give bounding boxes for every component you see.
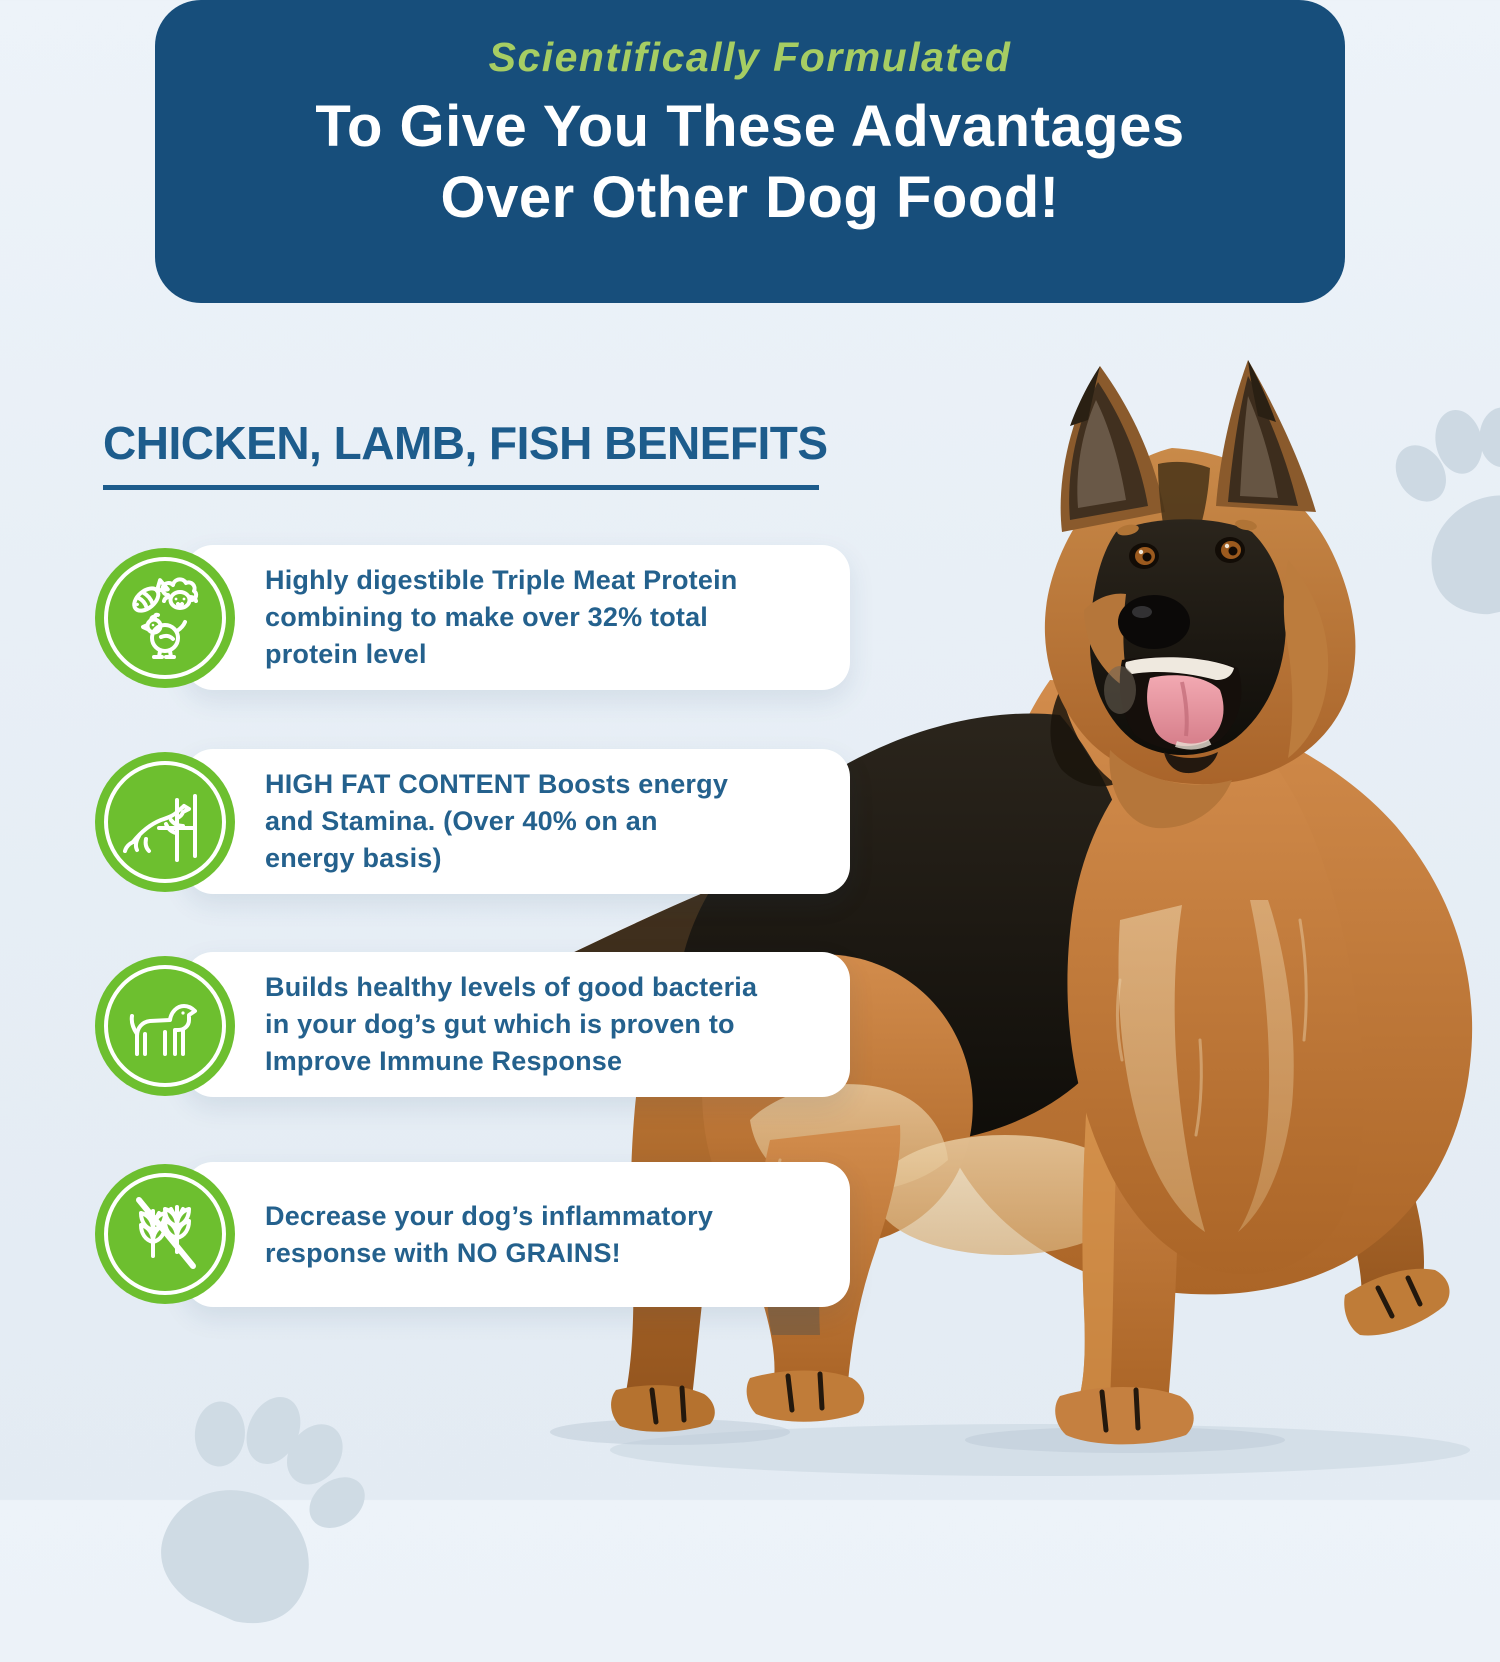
- benefit-text-line: energy basis): [265, 843, 442, 873]
- benefit-icon-circle: [95, 548, 235, 688]
- no-grains-icon: [95, 1164, 235, 1304]
- dog-jumping-hurdle-icon: [95, 752, 235, 892]
- triple-meat-protein-icon: [95, 548, 235, 688]
- benefit-icon-circle: [95, 1164, 235, 1304]
- benefit-card-fat-content: [185, 749, 850, 894]
- benefit-icon-circle: [95, 752, 235, 892]
- banner-title-line-1: To Give You These Advantages: [315, 94, 1185, 159]
- benefit-card-protein: [185, 545, 850, 690]
- header-banner: [155, 0, 1345, 303]
- heading-underline: [103, 485, 819, 490]
- benefit-card-no-grains: [185, 1162, 850, 1307]
- benefit-text-line: response with NO GRAINS!: [265, 1237, 621, 1268]
- benefit-card-gut-health: [185, 952, 850, 1097]
- benefit-text-line: Decrease your dog’s inflammatory: [265, 1200, 714, 1231]
- benefit-text-line: HIGH FAT CONTENT Boosts energy: [265, 769, 729, 799]
- banner-title-line-2: Over Other Dog Food!: [440, 165, 1060, 230]
- benefit-text-line: protein level: [265, 639, 427, 669]
- benefit-text-line: and Stamina. (Over 40% on an: [265, 806, 658, 836]
- benefit-icon-circle: [95, 956, 235, 1096]
- banner-title: [155, 91, 1345, 233]
- hero-dog-image: [420, 360, 1500, 1500]
- german-shepherd-illustration: [420, 360, 1500, 1500]
- benefit-text-line: combining to make over 32% total: [265, 602, 709, 632]
- section-heading: [103, 416, 828, 490]
- paw-print-watermark-bottom-left: [98, 1332, 428, 1662]
- tagline: Scientifically Formulated: [488, 34, 1012, 80]
- benefit-text-line: Highly digestible Triple Meat Protein: [265, 565, 738, 595]
- paw-icon: [98, 1332, 428, 1662]
- section-heading-text: CHICKEN, LAMB, FISH BENEFITS: [103, 417, 828, 469]
- benefit-text-line: Improve Immune Response: [265, 1046, 623, 1076]
- benefit-text-line: Builds healthy levels of good bacteria: [265, 972, 758, 1002]
- dog-gut-health-icon: [95, 956, 235, 1096]
- benefit-text-line: in your dog’s gut which is proven to: [265, 1009, 735, 1039]
